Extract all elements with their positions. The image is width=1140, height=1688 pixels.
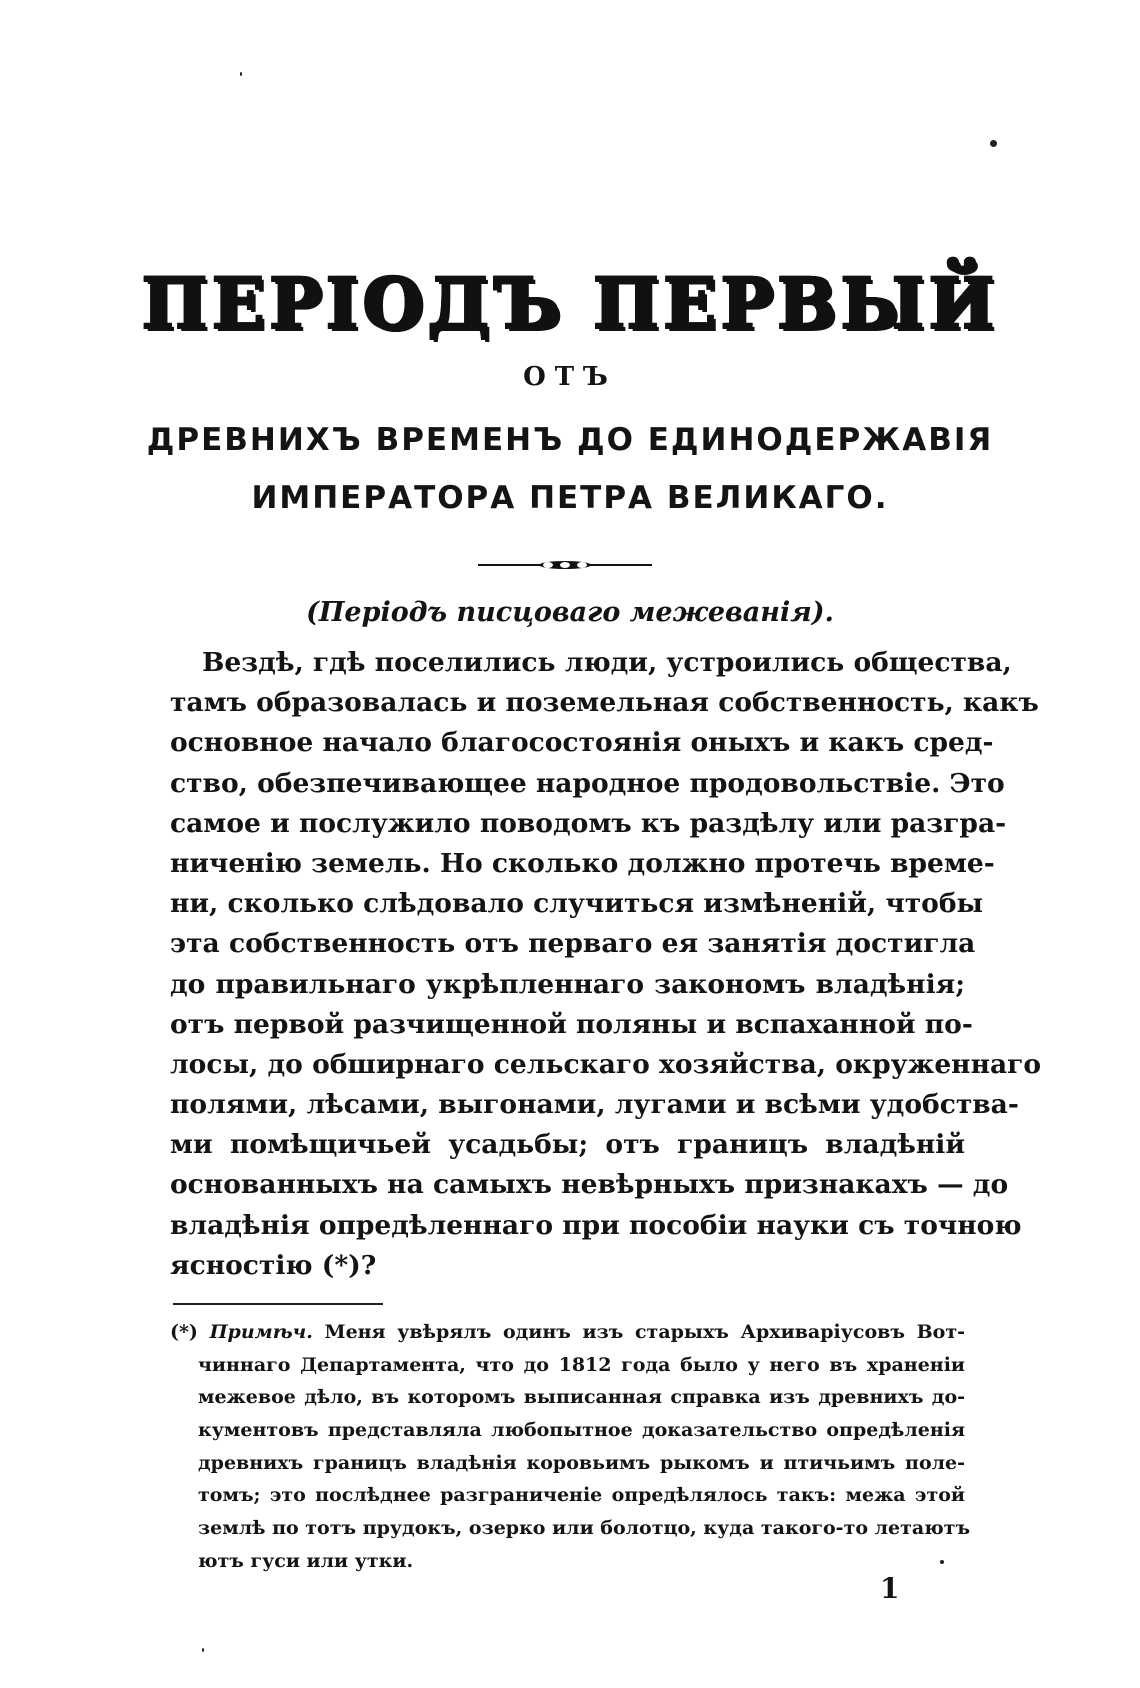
body-line: ство, обезпечивающее народное продовольствіе. Это <box>170 767 1005 799</box>
body-line: ни, сколько слѣдовало случиться измѣненій, чтобы <box>170 888 984 920</box>
body-line: владѣнія опредѣленнаго при пособіи науки съ точною <box>170 1209 1022 1241</box>
body-line: полями, лѣсами, выгонами, лугами и всѣми удобства- <box>170 1089 1019 1121</box>
chapter-from: ОТЪ <box>523 362 617 392</box>
footnote-line: чиннаго Департамента, что до 1812 года было у него въ храненіи <box>198 1353 965 1376</box>
print-speck <box>940 1560 944 1564</box>
footnote-line: землѣ по тотъ прудокъ, озерко или болотцо, куда такого-то летаютъ <box>198 1517 971 1540</box>
footnote-line: древнихъ границъ владѣнія коровьимъ рыкомъ и птичьимъ поле- <box>198 1451 965 1474</box>
chapter-subtitle-line2: ИМПЕРАТОРА ПЕТРА ВЕЛИКАГО. <box>251 480 889 516</box>
period-label: (Періодъ писцоваго межеванія). <box>306 597 834 628</box>
body-line: отъ первой разчищенной поляны и вспаханной по- <box>170 1008 973 1040</box>
chapter-title: ПЕРІОДЪ ПЕРВЫЙ <box>0 262 1140 345</box>
body-line: ниченію земель. Но сколько должно протечь време- <box>170 847 995 879</box>
footnote-label: Примѣч. <box>209 1321 313 1343</box>
ornament-divider-icon <box>478 560 652 570</box>
print-speck <box>202 1648 204 1652</box>
body-line: основное начало благосостоянія оныхъ и какъ сред- <box>170 727 994 759</box>
chapter-subtitle-line1: ДРЕВНИХЪ ВРЕМЕНЪ ДО ЕДИНОДЕРЖАВІЯ <box>146 422 994 458</box>
body-line: эта собственность отъ перваго ея занятія достигла <box>170 928 976 960</box>
footnote-line: томъ; это послѣднее разграниченіе опредѣлялось такъ: межа этой <box>198 1484 965 1507</box>
footnote <box>170 1316 971 1578</box>
body-line: лосы, до обширнаго сельскаго хозяйства, окруженнаго <box>170 1048 1042 1080</box>
print-speck <box>990 140 997 147</box>
body-line: самое и послужило поводомъ къ раздѣлу или разгра- <box>170 807 1007 839</box>
footnote-mark: (*) <box>170 1321 198 1343</box>
footnote-line: ютъ гуси или утки. <box>198 1549 414 1572</box>
body-line: тамъ образовалась и поземельная собственность, какъ <box>170 687 1039 719</box>
footnote-line <box>170 1316 965 1349</box>
footnote-line: межевое дѣло, въ которомъ выписанная справка изъ древнихъ до- <box>198 1386 965 1409</box>
body-line: Вездѣ, гдѣ поселились люди, устроились общества, <box>202 647 1012 678</box>
body-line: основанныхъ на самыхъ невѣрныхъ признакахъ — до <box>170 1169 1009 1201</box>
page-number: 1 <box>880 1572 900 1605</box>
footnote-line: кументовъ представляла любопытное доказательство опредѣленія <box>198 1419 965 1442</box>
body-line: ми помѣщичьей усадьбы; отъ границъ владѣній <box>170 1129 965 1161</box>
footnote-text: Меня увѣрялъ одинъ изъ старыхъ Архиваріусовъ Вот- <box>324 1321 965 1343</box>
body-line: ясностію (*)? <box>170 1249 377 1281</box>
body-line: до правильнаго укрѣпленнаго закономъ владѣнія; <box>170 968 965 1000</box>
print-speck <box>240 72 242 76</box>
footnote-rule <box>173 1303 383 1305</box>
body-paragraph <box>170 643 1042 1286</box>
